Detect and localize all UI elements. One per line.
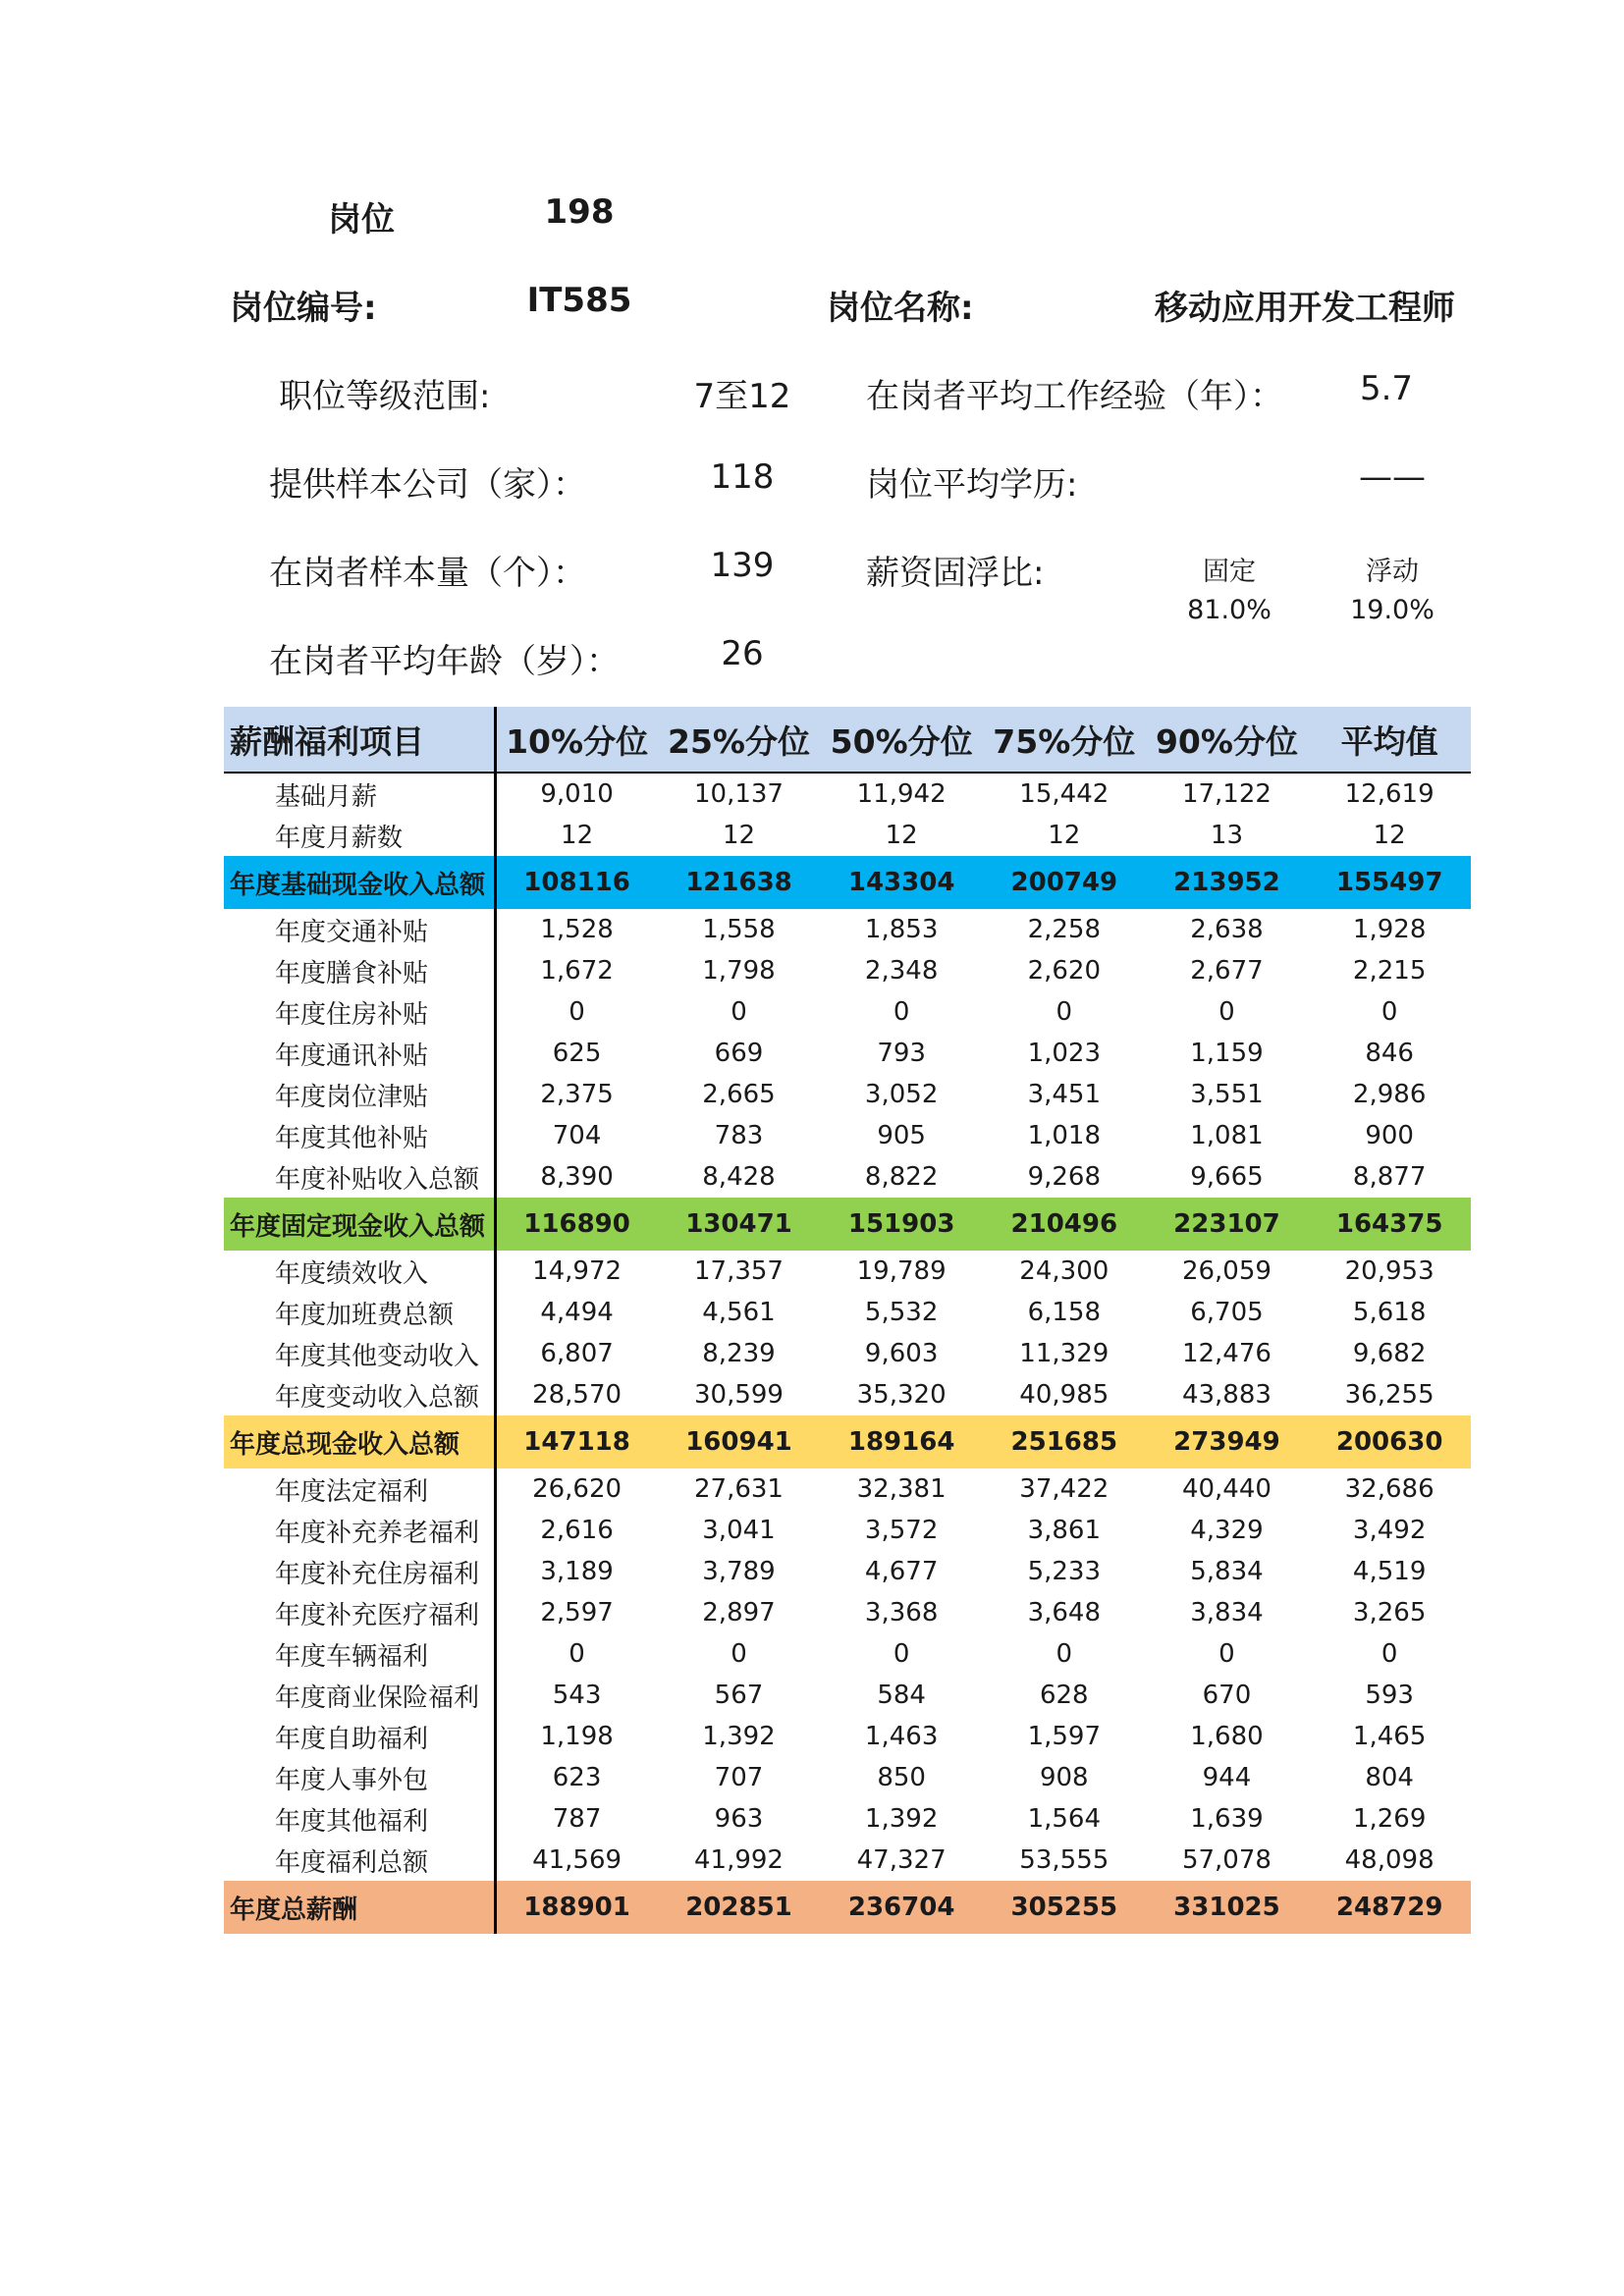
cell-value: 11,329 — [1019, 1339, 1110, 1368]
cell-value: 53,555 — [1019, 1845, 1110, 1875]
cell-value: 24,300 — [1019, 1256, 1110, 1286]
row-label: 年度总薪酬 — [224, 1881, 495, 1934]
cell-value: 223107 — [1146, 1198, 1309, 1251]
table-row — [224, 815, 1471, 856]
table-row — [224, 773, 1471, 815]
cell-value: 12 — [885, 821, 918, 850]
cell-value: 251685 — [983, 1415, 1146, 1468]
float-label: 浮动 — [1366, 557, 1419, 587]
table-total-row — [224, 1198, 1471, 1251]
row-label: 年度法定福利 — [224, 1468, 495, 1510]
table-row — [224, 1592, 1471, 1633]
cell-value: 783 — [714, 1121, 764, 1150]
cell-value: 1,597 — [1027, 1722, 1102, 1751]
cell-value: 1,528 — [540, 915, 614, 944]
cell-value: 0 — [1218, 1639, 1235, 1669]
cell-value: 48,098 — [1344, 1845, 1435, 1875]
cell-value: 32,381 — [856, 1474, 947, 1504]
cell-value: 9,603 — [864, 1339, 939, 1368]
grade-label: 职位等级范围: — [279, 377, 491, 416]
cell-value: 0 — [568, 1639, 585, 1669]
cell-value: 8,877 — [1352, 1162, 1427, 1192]
cell-value: 2,665 — [702, 1080, 776, 1109]
code-value: IT585 — [526, 281, 632, 320]
ratio-label: 薪资固浮比: — [866, 554, 1045, 593]
cell-value: 41,569 — [532, 1845, 623, 1875]
cell-value: 3,551 — [1190, 1080, 1264, 1109]
table-row — [224, 1292, 1471, 1333]
cell-value: 2,375 — [540, 1080, 614, 1109]
table-row — [224, 1633, 1471, 1675]
cell-value: 3,451 — [1027, 1080, 1102, 1109]
cell-value: 3,492 — [1352, 1516, 1427, 1545]
companies-label: 提供样本公司（家）： — [269, 465, 586, 505]
cell-value: 623 — [552, 1763, 602, 1792]
cell-value: 2,677 — [1190, 956, 1264, 986]
table-row — [224, 1374, 1471, 1415]
cell-value: 200630 — [1308, 1415, 1471, 1468]
cell-value: 19,789 — [856, 1256, 947, 1286]
cell-value: 5,532 — [864, 1298, 939, 1327]
table-row — [224, 1468, 1471, 1510]
table-row — [224, 1757, 1471, 1798]
cell-value: 3,789 — [702, 1557, 776, 1586]
cell-value: 36,255 — [1344, 1380, 1435, 1410]
cell-value: 8,428 — [702, 1162, 776, 1192]
cell-value: 846 — [1365, 1039, 1414, 1068]
grade-value: 7至12 — [693, 377, 791, 416]
cell-value: 121638 — [658, 856, 821, 909]
table-row — [224, 1333, 1471, 1374]
cell-value: 787 — [552, 1804, 602, 1834]
cell-value: 793 — [877, 1039, 926, 1068]
table-row — [224, 1251, 1471, 1292]
cell-value: 12,619 — [1344, 779, 1435, 809]
cell-value: 6,158 — [1027, 1298, 1102, 1327]
cell-value: 210496 — [983, 1198, 1146, 1251]
cell-value: 6,705 — [1190, 1298, 1264, 1327]
row-label: 年度加班费总额 — [224, 1292, 495, 1333]
cell-value: 1,392 — [702, 1722, 776, 1751]
cell-value: 155497 — [1308, 856, 1471, 909]
row-label: 年度其他变动收入 — [224, 1333, 495, 1374]
cell-value: 584 — [877, 1681, 926, 1710]
row-label: 年度月薪数 — [224, 815, 495, 856]
cell-value: 12 — [1373, 821, 1406, 850]
cell-value: 0 — [731, 1639, 747, 1669]
cell-value: 1,198 — [540, 1722, 614, 1751]
cell-value: 15,442 — [1019, 779, 1110, 809]
row-label: 年度住房补贴 — [224, 991, 495, 1033]
cell-value: 43,883 — [1181, 1380, 1272, 1410]
cell-value: 3,052 — [864, 1080, 939, 1109]
cell-value: 17,357 — [693, 1256, 784, 1286]
cell-value: 669 — [714, 1039, 764, 1068]
cell-value: 143304 — [820, 856, 983, 909]
table-total-row — [224, 1881, 1471, 1934]
cell-value: 4,329 — [1190, 1516, 1264, 1545]
table-total-row — [224, 856, 1471, 909]
cell-value: 1,465 — [1352, 1722, 1427, 1751]
cell-value: 543 — [552, 1681, 602, 1710]
cell-value: 704 — [552, 1121, 602, 1150]
cell-value: 236704 — [820, 1881, 983, 1934]
cell-value: 2,348 — [864, 956, 939, 986]
cell-value: 2,620 — [1027, 956, 1102, 986]
cell-value: 0 — [1380, 1639, 1398, 1669]
cell-value: 9,682 — [1352, 1339, 1427, 1368]
cell-value: 0 — [1056, 1639, 1073, 1669]
cell-value: 130471 — [658, 1198, 821, 1251]
sample-label: 在岗者样本量（个）： — [269, 554, 586, 593]
cell-value: 57,078 — [1181, 1845, 1272, 1875]
companies-value: 118 — [710, 457, 775, 497]
cell-value: 14,972 — [532, 1256, 623, 1286]
cell-value: 3,189 — [540, 1557, 614, 1586]
row-label: 年度补充养老福利 — [224, 1510, 495, 1551]
post-value: 198 — [544, 192, 615, 232]
row-label: 年度通讯补贴 — [224, 1033, 495, 1074]
experience-label: 在岗者平均工作经验（年）： — [866, 377, 1283, 416]
cell-value: 40,985 — [1019, 1380, 1110, 1410]
cell-value: 5,618 — [1352, 1298, 1427, 1327]
cell-value: 4,494 — [540, 1298, 614, 1327]
row-label: 年度交通补贴 — [224, 909, 495, 950]
table-total-row — [224, 1415, 1471, 1468]
row-label: 年度补充住房福利 — [224, 1551, 495, 1592]
cell-value: 1,928 — [1352, 915, 1427, 944]
row-label: 年度自助福利 — [224, 1716, 495, 1757]
cell-value: 3,041 — [702, 1516, 776, 1545]
cell-value: 188901 — [495, 1881, 658, 1934]
post-label: 岗位 — [328, 200, 395, 240]
cell-value: 28,570 — [532, 1380, 623, 1410]
row-label: 年度其他补贴 — [224, 1115, 495, 1156]
cell-value: 32,686 — [1344, 1474, 1435, 1504]
cell-value: 3,861 — [1027, 1516, 1102, 1545]
row-label: 年度人事外包 — [224, 1757, 495, 1798]
cell-value: 963 — [714, 1804, 764, 1834]
row-label: 年度固定现金收入总额 — [224, 1198, 495, 1251]
column-header-p50: 50%分位 — [820, 707, 983, 773]
row-label: 年度其他福利 — [224, 1798, 495, 1840]
cell-value: 40,440 — [1181, 1474, 1272, 1504]
cell-value: 628 — [1039, 1681, 1089, 1710]
cell-value: 0 — [568, 997, 585, 1027]
cell-value: 41,992 — [693, 1845, 784, 1875]
cell-value: 12 — [722, 821, 756, 850]
cell-value: 331025 — [1146, 1881, 1309, 1934]
cell-value: 1,159 — [1190, 1039, 1264, 1068]
cell-value: 3,368 — [864, 1598, 939, 1628]
cell-value: 116890 — [495, 1198, 658, 1251]
cell-value: 37,422 — [1019, 1474, 1110, 1504]
education-label: 岗位平均学历: — [866, 465, 1078, 505]
cell-value: 273949 — [1146, 1415, 1309, 1468]
cell-value: 850 — [877, 1763, 926, 1792]
cell-value: 1,853 — [864, 915, 939, 944]
row-label: 年度车辆福利 — [224, 1633, 495, 1675]
cell-value: 6,807 — [540, 1339, 614, 1368]
cell-value: 26,620 — [532, 1474, 623, 1504]
cell-value: 1,463 — [864, 1722, 939, 1751]
table-row — [224, 1716, 1471, 1757]
table-row — [224, 909, 1471, 950]
education-value: —— — [1359, 457, 1426, 497]
table-row — [224, 1551, 1471, 1592]
table-row — [224, 1510, 1471, 1551]
row-label: 年度变动收入总额 — [224, 1374, 495, 1415]
cell-value: 1,680 — [1190, 1722, 1264, 1751]
cell-value: 1,023 — [1027, 1039, 1102, 1068]
cell-value: 670 — [1202, 1681, 1252, 1710]
cell-value: 1,798 — [702, 956, 776, 986]
row-label: 年度膳食补贴 — [224, 950, 495, 991]
table-row — [224, 1074, 1471, 1115]
cell-value: 151903 — [820, 1198, 983, 1251]
cell-value: 0 — [731, 997, 747, 1027]
row-label: 年度福利总额 — [224, 1840, 495, 1881]
cell-value: 905 — [877, 1121, 926, 1150]
float-value: 19.0% — [1350, 595, 1435, 625]
column-header-p25: 25%分位 — [658, 707, 821, 773]
cell-value: 9,665 — [1190, 1162, 1264, 1192]
cell-value: 47,327 — [856, 1845, 947, 1875]
cell-value: 189164 — [820, 1415, 983, 1468]
row-label: 年度岗位津贴 — [224, 1074, 495, 1115]
cell-value: 20,953 — [1344, 1256, 1435, 1286]
cell-value: 900 — [1365, 1121, 1414, 1150]
cell-value: 1,564 — [1027, 1804, 1102, 1834]
compensation-table — [224, 707, 1471, 1934]
cell-value: 1,672 — [540, 956, 614, 986]
cell-value: 305255 — [983, 1881, 1146, 1934]
cell-value: 9,010 — [540, 779, 614, 809]
cell-value: 26,059 — [1181, 1256, 1272, 1286]
cell-value: 160941 — [658, 1415, 821, 1468]
cell-value: 3,648 — [1027, 1598, 1102, 1628]
cell-value: 5,233 — [1027, 1557, 1102, 1586]
cell-value: 2,638 — [1190, 915, 1264, 944]
row-label: 年度绩效收入 — [224, 1251, 495, 1292]
cell-value: 0 — [893, 1639, 910, 1669]
cell-value: 35,320 — [856, 1380, 947, 1410]
cell-value: 2,258 — [1027, 915, 1102, 944]
cell-value: 213952 — [1146, 856, 1309, 909]
cell-value: 2,215 — [1352, 956, 1427, 986]
fixed-value: 81.0% — [1187, 595, 1272, 625]
cell-value: 0 — [1056, 997, 1073, 1027]
table-row — [224, 991, 1471, 1033]
cell-value: 248729 — [1308, 1881, 1471, 1934]
cell-value: 1,269 — [1352, 1804, 1427, 1834]
column-header-p75: 75%分位 — [983, 707, 1146, 773]
cell-value: 12 — [561, 821, 594, 850]
cell-value: 4,677 — [864, 1557, 939, 1586]
cell-value: 164375 — [1308, 1198, 1471, 1251]
cell-value: 804 — [1365, 1763, 1414, 1792]
fixed-label: 固定 — [1203, 557, 1256, 587]
cell-value: 108116 — [495, 856, 658, 909]
column-header-average: 平均值 — [1308, 707, 1471, 773]
column-header-p90: 90%分位 — [1146, 707, 1309, 773]
cell-value: 0 — [1218, 997, 1235, 1027]
cell-value: 3,265 — [1352, 1598, 1427, 1628]
row-label: 基础月薪 — [224, 773, 495, 815]
cell-value: 2,986 — [1352, 1080, 1427, 1109]
cell-value: 12,476 — [1181, 1339, 1272, 1368]
cell-value: 17,122 — [1181, 779, 1272, 809]
cell-value: 11,942 — [856, 779, 947, 809]
cell-value: 3,572 — [864, 1516, 939, 1545]
table-row — [224, 1115, 1471, 1156]
cell-value: 8,239 — [702, 1339, 776, 1368]
cell-value: 10,137 — [693, 779, 784, 809]
cell-value: 593 — [1365, 1681, 1414, 1710]
cell-value: 567 — [714, 1681, 764, 1710]
cell-value: 8,822 — [864, 1162, 939, 1192]
table-row — [224, 1675, 1471, 1716]
cell-value: 1,081 — [1190, 1121, 1264, 1150]
cell-value: 5,834 — [1190, 1557, 1264, 1586]
cell-value: 8,390 — [540, 1162, 614, 1192]
cell-value: 0 — [893, 997, 910, 1027]
cell-value: 202851 — [658, 1881, 821, 1934]
row-label: 年度商业保险福利 — [224, 1675, 495, 1716]
cell-value: 12 — [1048, 821, 1081, 850]
cell-value: 13 — [1210, 821, 1243, 850]
cell-value: 147118 — [495, 1415, 658, 1468]
sample-value: 139 — [710, 546, 775, 585]
code-label: 岗位编号: — [230, 289, 377, 328]
cell-value: 9,268 — [1027, 1162, 1102, 1192]
cell-value: 4,561 — [702, 1298, 776, 1327]
cell-value: 3,834 — [1190, 1598, 1264, 1628]
cell-value: 30,599 — [693, 1380, 784, 1410]
cell-value: 1,639 — [1190, 1804, 1264, 1834]
name-label: 岗位名称: — [827, 289, 974, 328]
table-row — [224, 1156, 1471, 1198]
cell-value: 2,616 — [540, 1516, 614, 1545]
table-row — [224, 1840, 1471, 1881]
cell-value: 944 — [1202, 1763, 1252, 1792]
row-label: 年度补充医疗福利 — [224, 1592, 495, 1633]
age-label: 在岗者平均年龄（岁）： — [269, 642, 620, 681]
cell-value: 1,558 — [702, 915, 776, 944]
column-header-p10: 10%分位 — [495, 707, 658, 773]
cell-value: 0 — [1380, 997, 1398, 1027]
cell-value: 2,897 — [702, 1598, 776, 1628]
column-header-item: 薪酬福利项目 — [224, 707, 495, 773]
cell-value: 908 — [1039, 1763, 1089, 1792]
cell-value: 27,631 — [693, 1474, 784, 1504]
cell-value: 707 — [714, 1763, 764, 1792]
row-label: 年度基础现金收入总额 — [224, 856, 495, 909]
table-row — [224, 950, 1471, 991]
table-body — [224, 773, 1471, 1934]
table-header-row — [224, 707, 1471, 773]
name-value: 移动应用开发工程师 — [1155, 289, 1455, 328]
age-value: 26 — [721, 634, 764, 673]
row-label: 年度补贴收入总额 — [224, 1156, 495, 1198]
cell-value: 2,597 — [540, 1598, 614, 1628]
cell-value: 625 — [552, 1039, 602, 1068]
table-row — [224, 1798, 1471, 1840]
experience-value: 5.7 — [1359, 369, 1414, 408]
cell-value: 200749 — [983, 856, 1146, 909]
row-label: 年度总现金收入总额 — [224, 1415, 495, 1468]
cell-value: 1,018 — [1027, 1121, 1102, 1150]
cell-value: 1,392 — [864, 1804, 939, 1834]
table-row — [224, 1033, 1471, 1074]
cell-value: 4,519 — [1352, 1557, 1427, 1586]
